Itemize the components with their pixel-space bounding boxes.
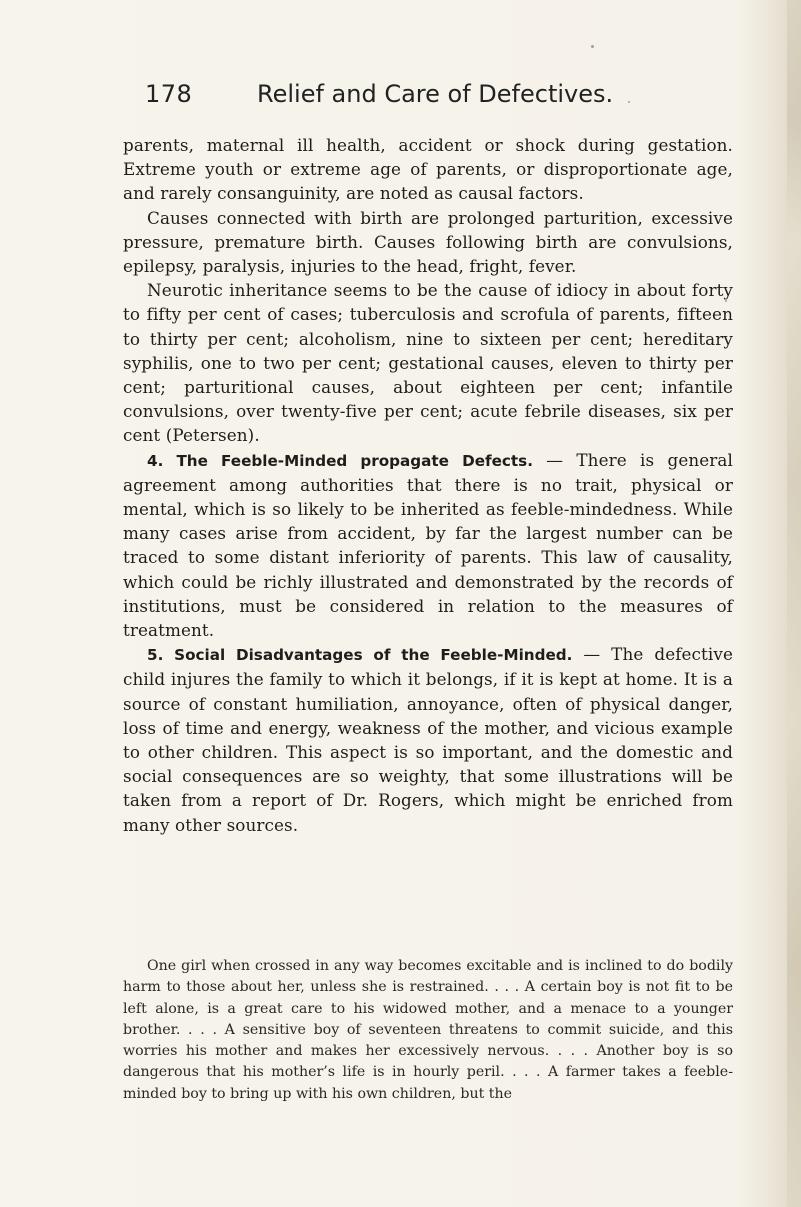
section-4-heading: 4. The Feeble-Minded propagate Defects. — [147, 451, 533, 470]
section-5-paragraph — [123, 642, 733, 837]
paper-speck — [628, 101, 630, 103]
body-text — [123, 133, 733, 837]
paragraph-birth-causes: Causes connected with birth are prolonged parturition, excessive pressure, premature birth. Causes following birth are convulsions, epilepsy, paralysis, injuries to the head, fright, fever. — [123, 207, 733, 277]
page-number: 178 — [145, 80, 193, 108]
quotation-text: One girl when crossed in any way becomes excitable and is inclined to do bodily harm to those about her, unless she is restrained. . . . A certain boy is not fit to be left alone, is a great care to his widowed mother, and a menace to a younger brother. . . . A sensitive boy of seventeen threatens to commit suicide, and this worries his mother and makes her excessively nervous. . . . Another boy is so dangerous that his mother’s life is in hourly peril. . . . A farmer takes a feeble-minded boy to bring up with his own children, but the — [123, 958, 733, 1102]
section-4-paragraph — [123, 448, 733, 643]
extract-quotation — [123, 956, 733, 1105]
paragraph-continued: parents, maternal ill health, accident or shock during gestation. Extreme youth or extreme age of parents, or disproportionate age, and rarely consanguinity, are noted as causal factors. — [123, 135, 733, 204]
paragraph-neurotic-inheritance: Neurotic inheritance seems to be the cause of idiocy in about forty to fifty per cent of cases; tuberculosis and scrofula of parents, fifteen to thirty per cent; alcoholism, nine to sixteen per cent; hereditary syphilis, one to two per cent; gestational causes, eleven to thirty per cent; parturitional causes, about eighteen per cent; infantile convulsions, over twenty-five per cent; acute febrile diseases, six per cent (Petersen). — [123, 280, 733, 446]
section-5-text: — The defective child injures the family to which it belongs, if it is kept at home. It is a source of constant humiliation, annoyance, often of physical danger, loss of time and energy, weakness of the mother, and vicious example to other children. This aspect is so important, and the domestic and social consequences are so weighty, that some illustrations will be taken from a report of Dr. Rogers, which might be enriched from many other sources. — [123, 644, 733, 835]
paper-speck — [725, 300, 727, 302]
section-4-text: — There is general agreement among authorities that there is no trait, physical or mental, which is so likely to be inherited as feeble-mindedness. While many cases arise from accident, by far the largest number can be traced to some distant inferiority of parents. This law of causality, which could be richly illustrated and demonstrated by the records of institutions, must be considered in relation to the measures of treatment. — [123, 449, 733, 641]
running-title: Relief and Care of Defectives. — [257, 80, 614, 108]
running-header — [145, 80, 665, 120]
paper-speck — [591, 45, 594, 48]
page-edge-shadow — [787, 0, 801, 1207]
section-5-heading: 5. Social Disadvantages of the Feeble-Minded. — [147, 646, 573, 665]
